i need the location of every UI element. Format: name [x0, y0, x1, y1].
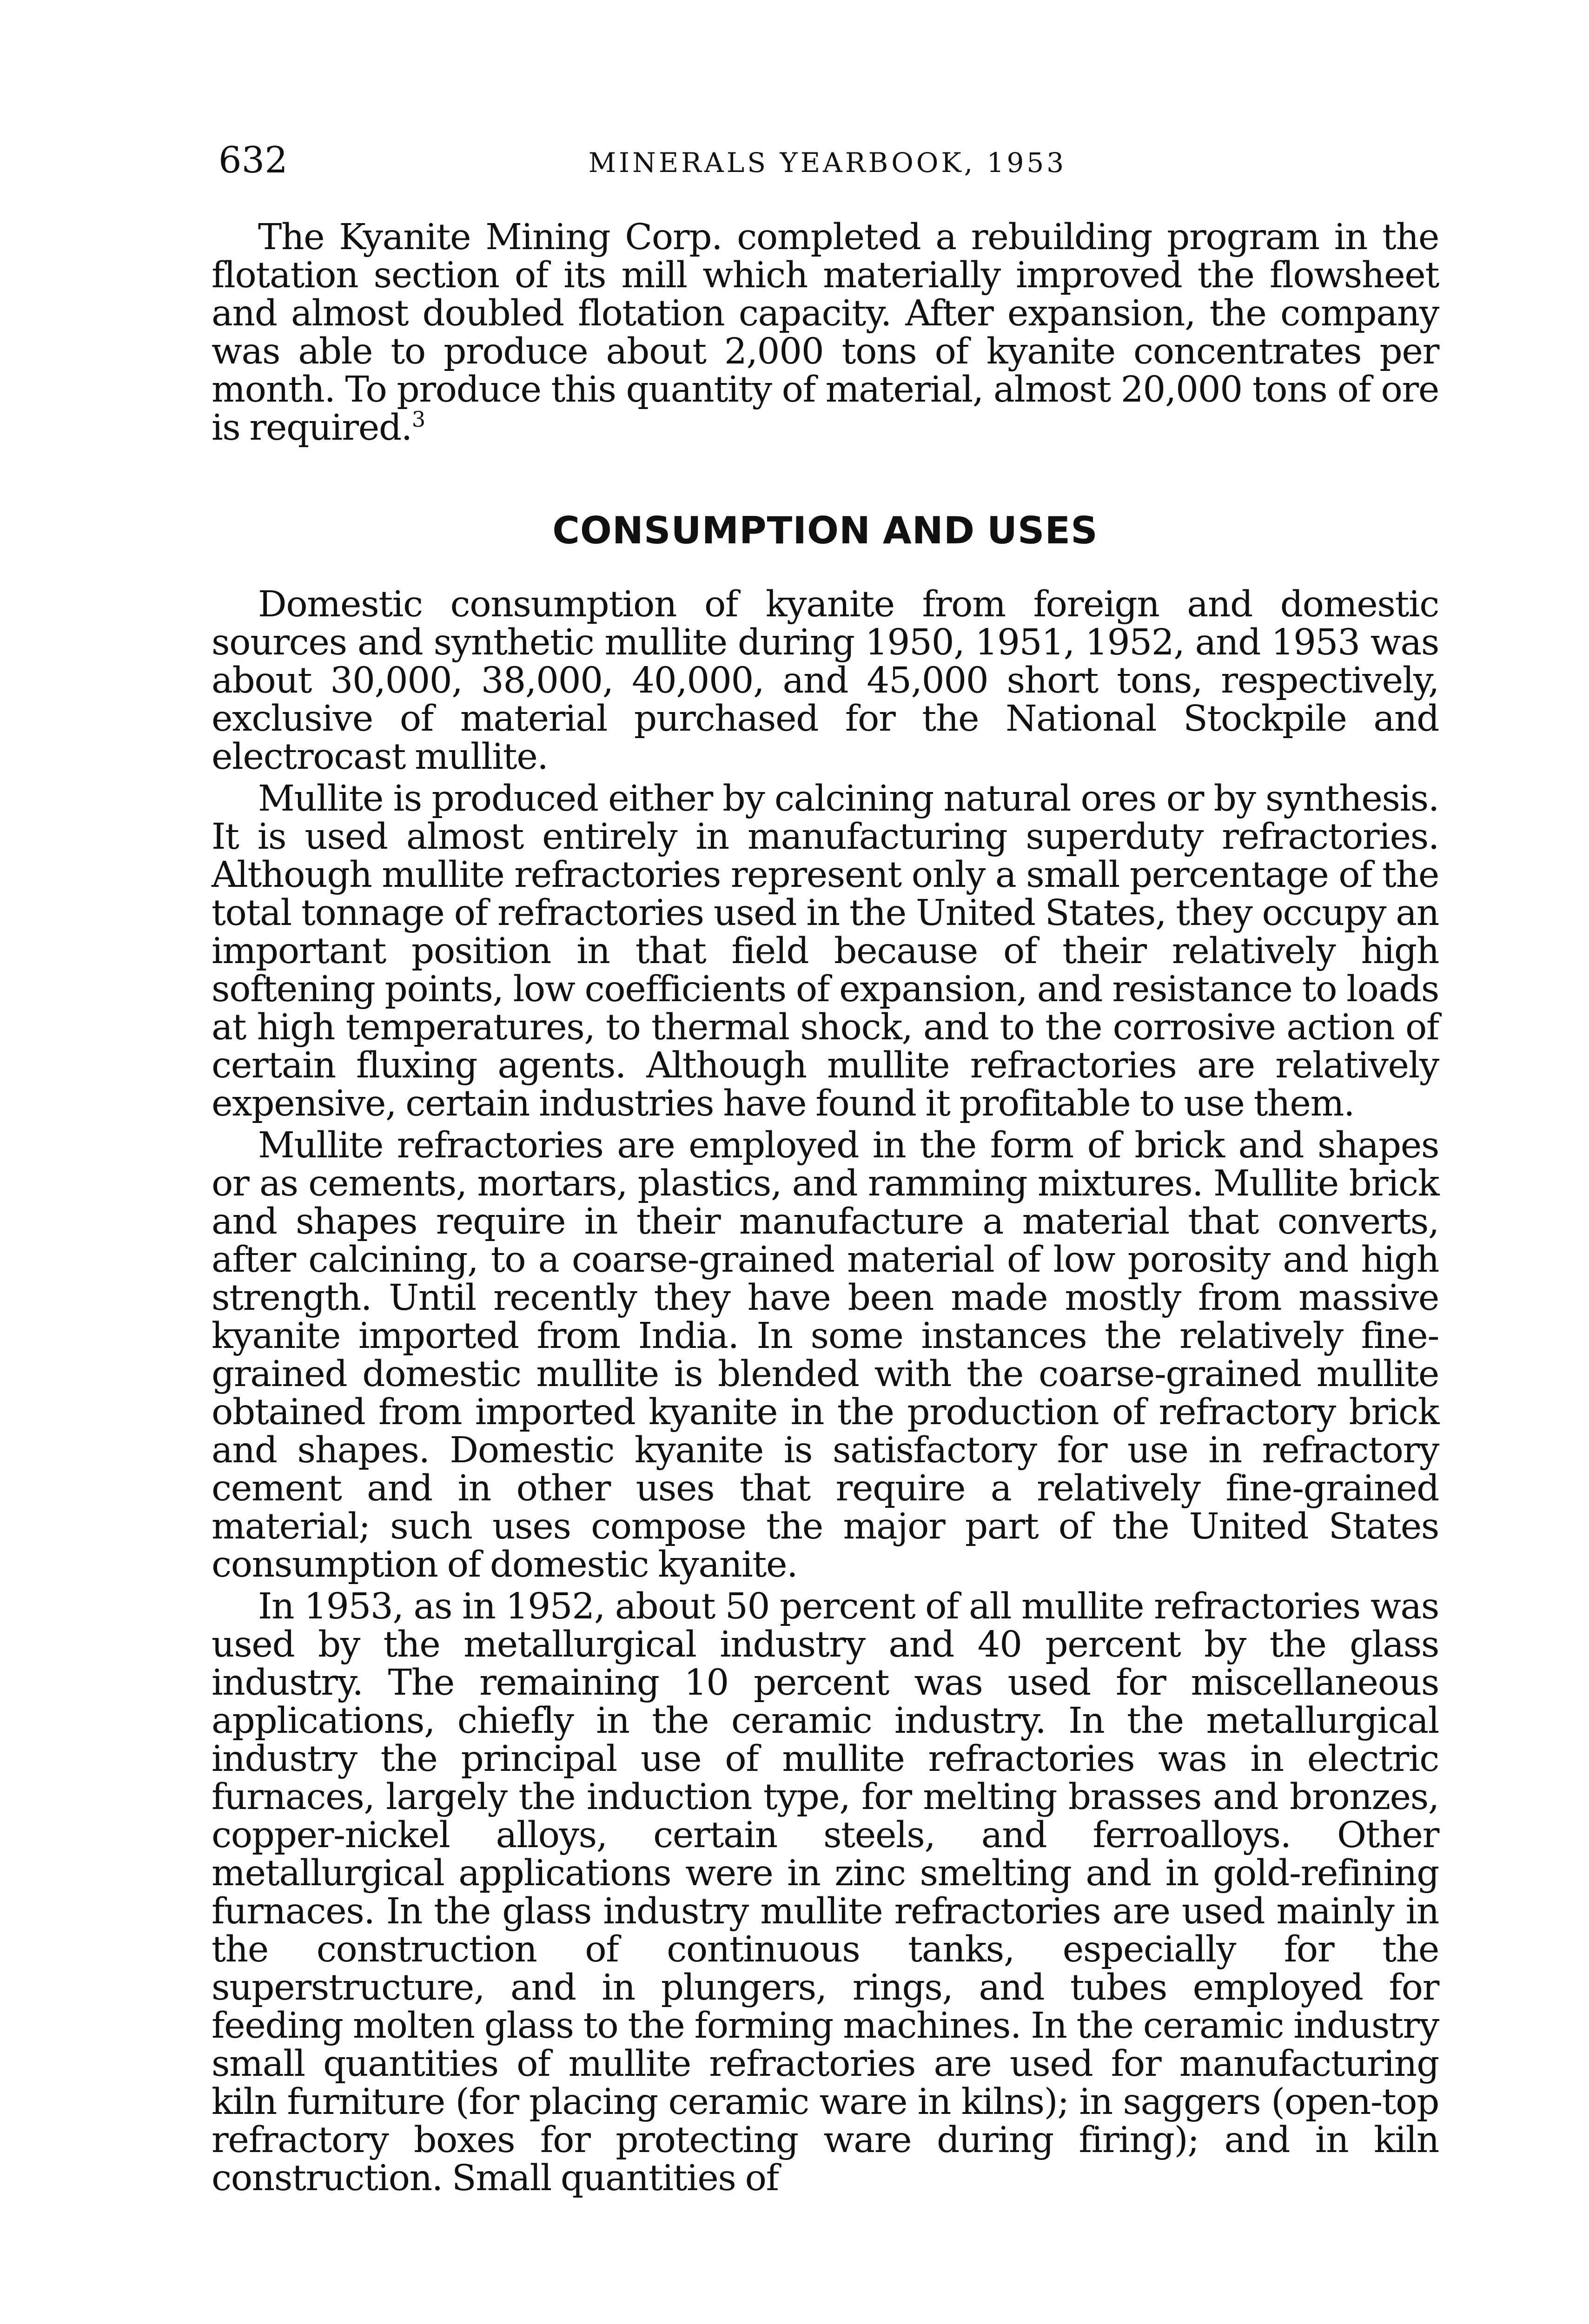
- paragraph-industry-uses: In 1953, as in 1952, about 50 percent of all mullite refractories was used by the metallurgical industry and 40 percent by the glass industry. The remaining 10 percent was used for miscellaneous applications, chiefly in the ceramic industry. In the metallurgical industry the principal use of mullite refractories was in electric furnaces, largely the induction type, for melting brasses and bronzes, copper-nickel alloys, certain steels, and ferroalloys. Other metallurgical applications were in zinc smelting and in gold-refining furnaces. In the glass industry mullite refractories are used mainly in the construction of continuous tanks, especially for the superstructure, and in plungers, rings, and tubes employed for feeding molten glass to the forming machines. In the ceramic industry small quantities of mullite refractories are used for manufacturing kiln furniture (for placing ceramic ware in kilns); in saggers (open-top refractory boxes for protecting ware during firing); and in kiln construction. Small quantities of: [212, 1586, 1439, 2199]
- footnote-reference: 3: [411, 407, 425, 432]
- paragraph-mullite-production: Mullite is produced either by calcining natural ores or by synthesis. It is used almost entirely in manufacturing superduty refractories. Although mullite refractories represent only a small percentage of the total tonnage of refractories used in the United States, they occupy an important position in that field because of their relatively high softening points, low coefficients of expansion, and resistance to loads at high temperatures, to thermal shock, and to the corrosive action of certain fluxing agents. Although mullite refractories are relatively expensive, certain industries have found it profitable to use them.: [212, 778, 1439, 1124]
- running-head: MINERALS YEARBOOK, 1953: [588, 147, 1067, 178]
- page-number: 632: [218, 139, 288, 181]
- body-text: [212, 218, 1439, 2198]
- intro-paragraph-text: The Kyanite Mining Corp. completed a rebuilding program in the flotation section of its mill which materially improved the flowsheet and almost doubled flotation capacity. After expansion, the company was able to produce about 2,000 tons of kyanite concentrates per month. To produce this quantity of material, almost 20,000 tons of ore is required.: [212, 217, 1439, 449]
- section-heading: CONSUMPTION AND USES: [552, 509, 1098, 552]
- paragraph-mullite-refractories: Mullite refractories are employed in the form of brick and shapes or as cements, mortars, plastics, and ramming mixtures. Mullite brick and shapes require in their manufacture a material that converts, after calcining, to a coarse-grained material of low porosity and high strength. Until recently they have been made mostly from massive kyanite imported from India. In some instances the relatively fine-grained domestic mullite is blended with the coarse-grained mullite obtained from imported kyanite in the production of refractory brick and shapes. Domestic kyanite is satisfactory for use in refractory cement and in other uses that require a relatively fine-grained material; such uses compose the major part of the United States consumption of domestic kyanite.: [212, 1125, 1439, 1585]
- intro-paragraph: [212, 218, 1439, 447]
- page-header: [218, 135, 1437, 186]
- paragraph-domestic-consumption: Domestic consumption of kyanite from foreign and domestic sources and synthetic mullite during 1950, 1951, 1952, and 1953 was about 30,000, 38,000, 40,000, and 45,000 short tons, respectively, exclusive of material purchased for the National Stockpile and electrocast mullite.: [212, 584, 1439, 778]
